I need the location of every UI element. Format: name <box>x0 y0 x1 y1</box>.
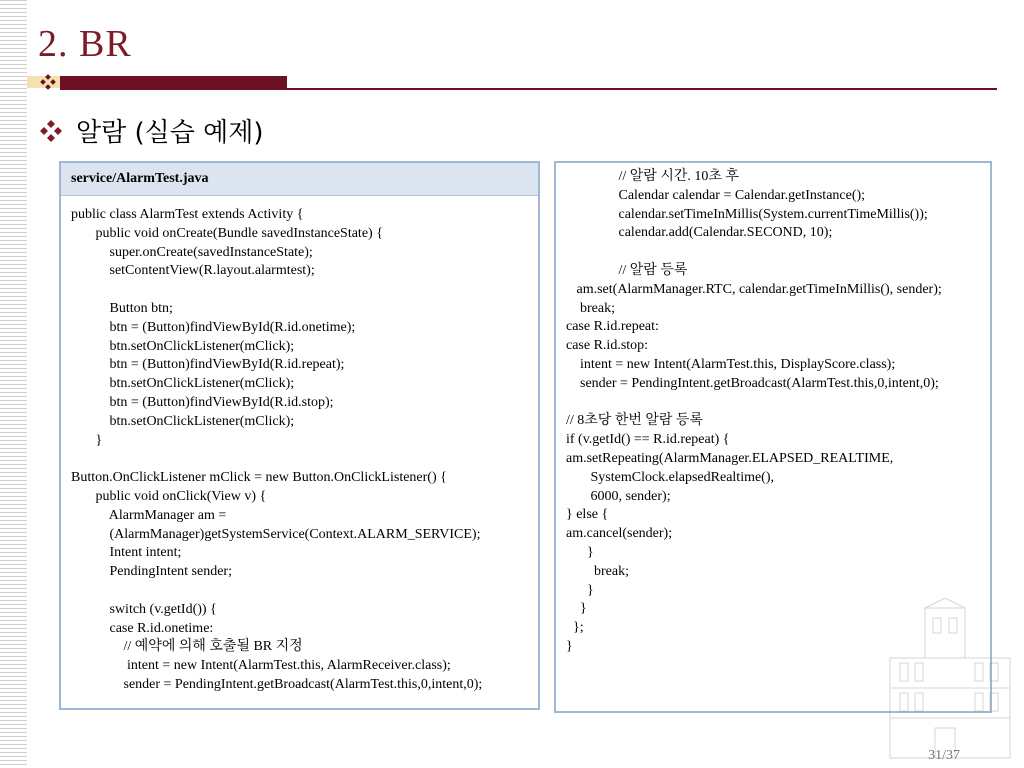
diamond-cluster-icon <box>40 74 56 90</box>
right-code-line: am.set(AlarmManager.RTC, calendar.getTimeInMillis(), sender); <box>566 281 942 297</box>
page-number: 31/37 <box>928 748 960 763</box>
left-code-line: AlarmManager am = <box>71 507 227 523</box>
right-code-line: }; <box>566 620 584 636</box>
left-code-line: public void onClick(View v) { <box>71 488 267 504</box>
right-code-line: if (v.getId() == R.id.repeat) { <box>566 432 730 448</box>
left-stripe-decoration <box>0 0 27 768</box>
right-code-line: sender = PendingIntent.getBroadcast(AlarmTest.this,0,intent,0); <box>566 375 939 391</box>
left-code-line: btn.setOnClickListener(mClick); <box>71 376 295 392</box>
left-code-line: Button btn; <box>71 300 173 316</box>
code-listing-left <box>61 196 538 695</box>
left-code-line: btn = (Button)findViewById(R.id.stop); <box>71 394 334 410</box>
left-code-line: btn.setOnClickListener(mClick); <box>71 413 295 429</box>
left-code-line: // 예약에 의해 호출될 BR 지정 <box>71 639 303 655</box>
right-code-line: break; <box>566 300 615 316</box>
code-listing-right <box>556 163 990 657</box>
left-code-line: btn = (Button)findViewById(R.id.onetime); <box>71 319 356 335</box>
right-code-line: intent = new Intent(AlarmTest.this, DisplayScore.class); <box>566 356 896 372</box>
right-code-line: case R.id.stop: <box>566 338 649 354</box>
right-code-line: } else { <box>566 507 609 523</box>
right-code-line: am.setRepeating(AlarmManager.ELAPSED_REALTIME, <box>566 450 894 466</box>
right-code-line: calendar.add(Calendar.SECOND, 10); <box>566 225 833 241</box>
left-code-line: setContentView(R.layout.alarmtest); <box>71 263 315 279</box>
left-code-line <box>71 281 538 300</box>
left-code-line: Button.OnClickListener mClick = new Button.OnClickListener() { <box>71 470 447 486</box>
right-code-line: SystemClock.elapsedRealtime(), <box>566 469 775 485</box>
left-code-line: sender = PendingIntent.getBroadcast(AlarmTest.this,0,intent,0); <box>71 676 483 692</box>
left-code-line: public class AlarmTest extends Activity { <box>71 207 304 222</box>
right-code-line: } <box>566 638 573 654</box>
right-code-line <box>566 394 990 413</box>
left-code-line: intent = new Intent(AlarmTest.this, AlarmReceiver.class); <box>71 658 451 674</box>
code-box-left <box>59 161 540 710</box>
left-code-line: } <box>71 432 103 448</box>
left-code-line: (AlarmManager)getSystemService(Context.ALARM_SERVICE); <box>71 526 481 542</box>
bullet-heading-text: 알람 (실습 예제) <box>76 118 264 148</box>
right-code-line: case R.id.repeat: <box>566 319 659 335</box>
right-code-line: } <box>566 601 587 617</box>
left-code-line: switch (v.getId()) { <box>71 601 217 617</box>
left-code-line: btn.setOnClickListener(mClick); <box>71 338 295 354</box>
left-code-line: btn = (Button)findViewById(R.id.repeat); <box>71 357 345 373</box>
right-code-line: // 알람 시간. 10초 후 <box>566 169 739 184</box>
left-code-line: case R.id.onetime: <box>71 620 214 636</box>
slide-title: 2. BR <box>38 23 132 65</box>
title-bar-thick-segment <box>60 76 287 88</box>
bullet-heading <box>38 112 264 149</box>
building-watermark-icon <box>870 598 1024 768</box>
right-code-line: calendar.setTimeInMillis(System.currentTimeMillis()); <box>566 206 928 222</box>
left-code-line <box>71 582 538 601</box>
right-code-line: // 8초당 한번 알람 등록 <box>566 413 703 429</box>
right-code-line: } <box>566 582 594 598</box>
right-code-line: am.cancel(sender); <box>566 526 673 542</box>
right-code-line: } <box>566 544 594 560</box>
right-code-line: break; <box>566 563 629 579</box>
left-code-line <box>71 450 538 469</box>
four-diamond-bullet-icon <box>38 118 64 144</box>
right-code-line: 6000, sender); <box>566 488 671 504</box>
right-code-line <box>566 243 990 262</box>
right-code-line: Calendar calendar = Calendar.getInstance(); <box>566 187 866 203</box>
right-code-line: // 알람 등록 <box>566 262 688 278</box>
title-underline <box>60 88 997 90</box>
left-code-line: super.onCreate(savedInstanceState); <box>71 244 313 260</box>
left-code-line: PendingIntent sender; <box>71 564 232 580</box>
left-code-line: Intent intent; <box>71 545 182 561</box>
left-code-line: public void onCreate(Bundle savedInstanceState) { <box>71 225 383 241</box>
code-box-header: service/AlarmTest.java <box>61 163 538 196</box>
